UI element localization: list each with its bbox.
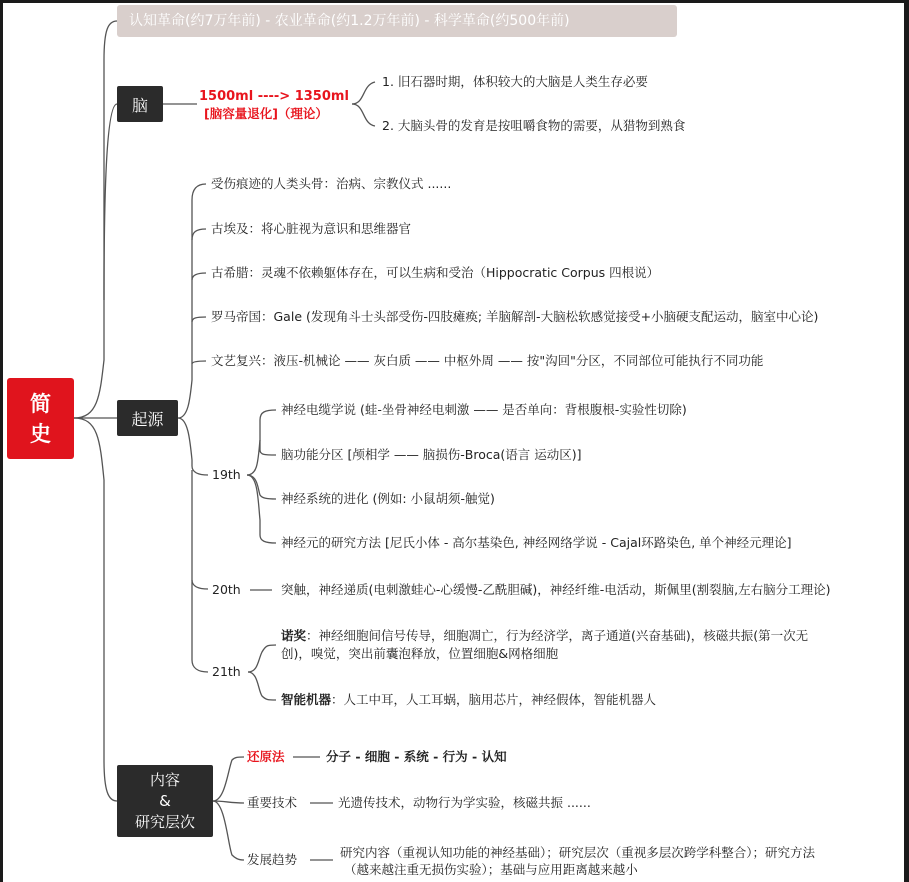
c19-item-localization: 脑功能分区 [颅相学 —— 脑损伤-Broca(语言 运动区)] [281,447,582,462]
key-tech-label: 重要技术 [247,795,298,810]
c19-item-evolution: 神经系统的进化 (例如: 小鼠胡须-触觉) [281,491,495,506]
century-20th-label: 20th [212,582,241,597]
reduction-method-levels: 分子 - 细胞 - 系统 - 行为 - 认知 [326,749,507,764]
root-label-line2: 史 [30,421,51,446]
node-content-and-levels[interactable] [117,765,213,837]
origin-item-greece: 古希腊：灵魂不依赖躯体存在，可以生病和受治（Hippocratic Corpus 四根说） [211,265,660,280]
origin-item-rome: 罗马帝国：Gale (发现角斗士头部受伤-四肢瘫痪; 羊脑解剖-大脑松软感觉接受+小脑硬支配运动，脑室中心论) [211,309,819,324]
century-19th-label: 19th [212,467,241,482]
brain-volume-change: 1500ml ----> 1350ml [199,89,349,104]
c19-item-cable-theory: 神经电缆学说 (蛙-坐骨神经电刺激 —— 是否单向：背根腹根-实验性切除) [281,402,687,417]
key-tech-text: 光遗传技术，动物行为学实验，核磁共振 ...... [338,795,591,810]
c19-item-neuron-methods: 神经元的研究方法 [尼氏小体 - 高尔基染色, 神经网络学说 - Cajal环路染色, 单个神经元理论] [281,535,792,550]
trend-line2: （越来越注重无损伤实验）；基础与应用距离越来越小 [344,862,638,877]
brain-degeneration-theory: [脑容量退化]（理论） [204,106,328,121]
c21-nobel-label: 诺奖 [281,628,307,643]
content-label-line3: 研究层次 [134,812,195,831]
century-21th-label: 21th [212,664,241,679]
timeline-banner[interactable]: 认知革命(约7万年前) - 农业革命(约1.2万年前) - 科学革命(约500年前) [117,5,677,37]
c20-item-synapse: 突触，神经递质(电刺激蛙心-心缓慢-乙酰胆碱)，神经纤维-电活动，斯佩里(割裂脑,左右脑分工理论) [281,582,831,597]
root-label-line1: 简 [30,391,51,416]
c21-machine-label: 智能机器 [281,692,332,707]
origin-item-skull: 受伤痕迹的人类头骨：治病、宗教仪式 ...... [211,176,452,191]
c21-nobel-line2: 创)，嗅觉，突出前囊泡释放，位置细胞&网格细胞 [281,646,559,661]
content-label-line1: 内容 [149,770,180,789]
c21-machine-line [281,692,656,708]
node-origin[interactable]: 起源 [117,400,178,436]
origin-item-renaissance: 文艺复兴：液压-机械论 —— 灰白质 —— 中枢外周 —— 按"沟回"分区，不同部位可能执行不同功能 [211,353,764,368]
node-brain[interactable]: 脑 [117,86,163,122]
reduction-method-label: 还原法 [247,749,285,764]
content-label-line2: & [159,791,171,810]
brain-point-2: 2. 大脑头骨的发育是按咀嚼食物的需要，从猎物到熟食 [382,118,686,133]
c21-machine-text: ：人工中耳，人工耳蜗，脑用芯片，神经假体，智能机器人 [331,692,657,707]
trend-line1: 研究内容（重视认知功能的神经基础）；研究层次（重视多层次跨学科整合）；研究方法 [340,845,816,860]
brain-point-1: 1. 旧石器时期，体积较大的大脑是人类生存必要 [382,74,648,89]
root-node-brief-history[interactable] [7,378,74,459]
c21-nobel-text: ：神经细胞间信号传导，细胞凋亡，行为经济学，离子通道(兴奋基础)，核磁共振(第一次无 [306,628,809,643]
origin-item-egypt: 古埃及：将心脏视为意识和思维器官 [211,221,412,236]
c21-nobel-line1 [281,628,808,644]
trend-label: 发展趋势 [247,852,298,867]
